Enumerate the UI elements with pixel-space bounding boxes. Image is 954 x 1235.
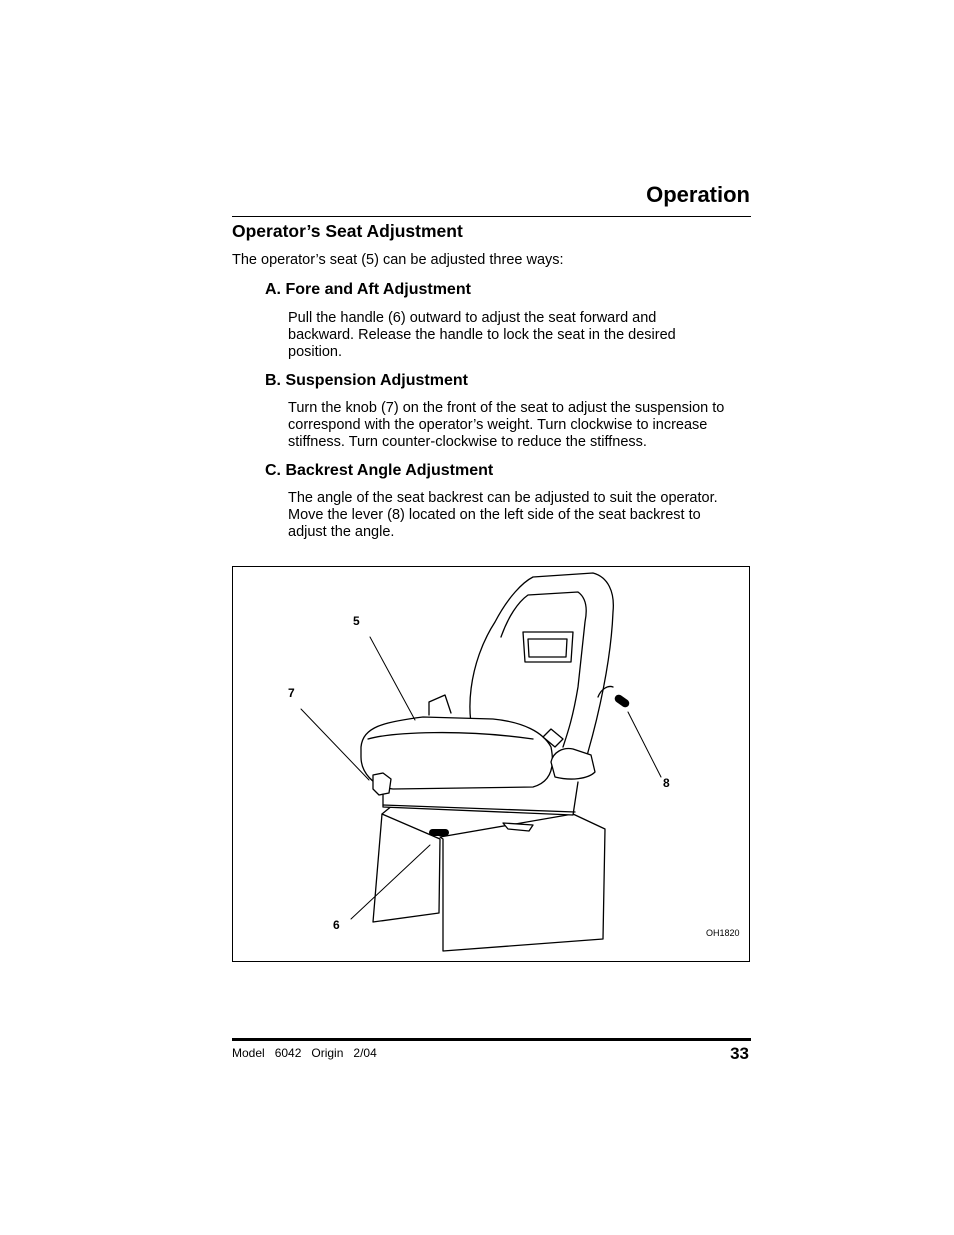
text-line: correspond with the operator’s weight. Turn clockwise to increase bbox=[288, 417, 708, 433]
model-number: 6042 bbox=[274, 1046, 302, 1060]
callout-7: 7 bbox=[288, 686, 295, 700]
page-heading: Operator’s Seat Adjustment bbox=[232, 221, 463, 241]
paragraph-fore-aft bbox=[288, 310, 753, 361]
text-line: backward. Release the handle to lock the seat in the desired bbox=[288, 327, 676, 343]
subheading-fore-aft: A. Fore and Aft Adjustment bbox=[265, 281, 471, 298]
subheading-backrest: C. Backrest Angle Adjustment bbox=[265, 462, 494, 479]
section-title: Operation bbox=[646, 182, 750, 207]
origin-label: Origin bbox=[311, 1046, 344, 1060]
seat-illustration bbox=[233, 567, 749, 961]
text-line: Move the lever (8) located on the left side of the seat backrest to bbox=[288, 507, 701, 523]
seat-illustration-figure bbox=[232, 566, 750, 962]
header-rule bbox=[232, 216, 751, 217]
callout-6: 6 bbox=[333, 918, 340, 932]
text-line: stiffness. Turn counter-clockwise to reduce the stiffness. bbox=[288, 434, 647, 450]
subheading-suspension: B. Suspension Adjustment bbox=[265, 372, 468, 389]
text-line: Turn the knob (7) on the front of the seat to adjust the suspension to bbox=[288, 400, 725, 416]
paragraph-suspension bbox=[288, 400, 753, 451]
intro-text: The operator’s seat (5) can be adjusted three ways: bbox=[232, 252, 564, 268]
origin-date: 2/04 bbox=[353, 1046, 377, 1060]
page-number: 33 bbox=[730, 1044, 749, 1063]
text-line: Pull the handle (6) outward to adjust the seat forward and bbox=[288, 310, 657, 326]
footer-info bbox=[232, 1046, 387, 1060]
footer-rule bbox=[232, 1038, 751, 1041]
callout-5: 5 bbox=[353, 614, 360, 628]
paragraph-backrest bbox=[288, 490, 753, 541]
text-line: The angle of the seat backrest can be adjusted to suit the operator. bbox=[288, 490, 718, 506]
text-line: adjust the angle. bbox=[288, 524, 395, 540]
figure-id: OH1820 bbox=[706, 928, 740, 938]
text-line: position. bbox=[288, 344, 343, 360]
model-label: Model bbox=[232, 1046, 265, 1060]
callout-8: 8 bbox=[663, 776, 670, 790]
